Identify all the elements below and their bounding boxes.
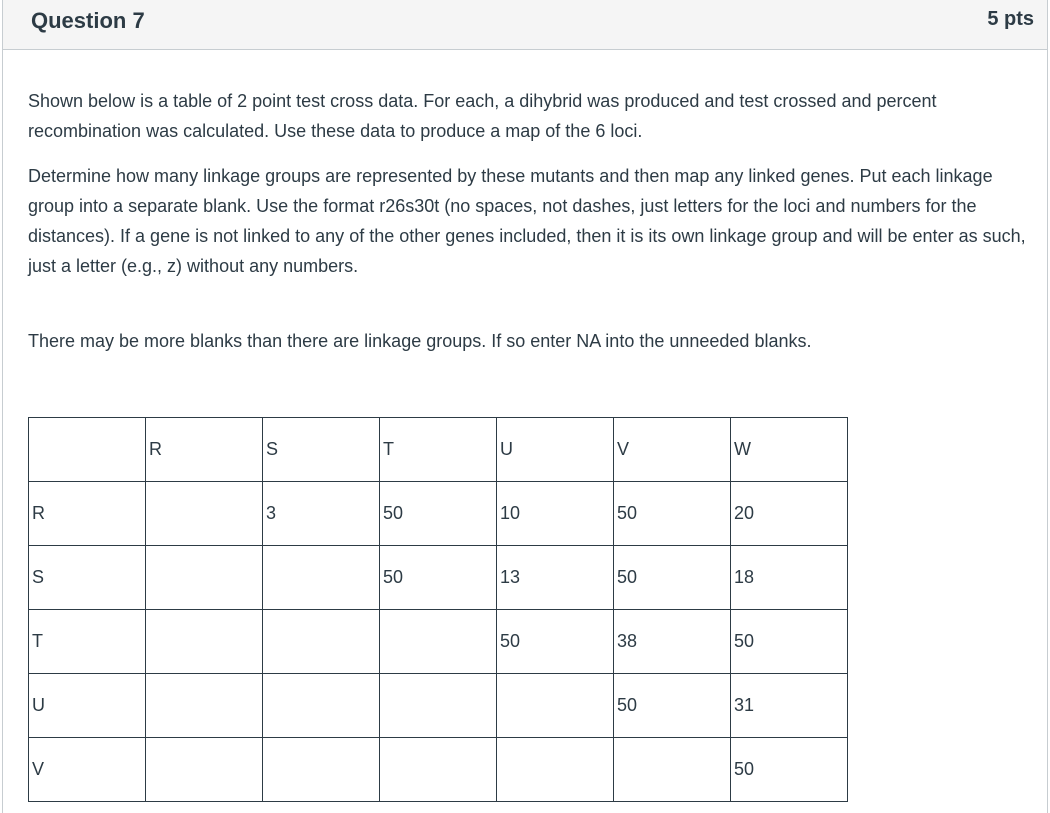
table-cell: 38 — [614, 610, 731, 674]
table-cell — [146, 738, 263, 802]
table-cell — [497, 674, 614, 738]
table-cell: 50 — [380, 546, 497, 610]
table-cell: 50 — [497, 610, 614, 674]
table-cell — [380, 738, 497, 802]
table-cell: 13 — [497, 546, 614, 610]
table-cell: 3 — [263, 482, 380, 546]
table-header-cell: U — [497, 418, 614, 482]
table-row-label: S — [29, 546, 146, 610]
recombination-table — [28, 417, 848, 802]
question-title: Question 7 — [31, 8, 145, 33]
table-row — [29, 482, 848, 546]
table-cell — [146, 674, 263, 738]
table-header-cell — [29, 418, 146, 482]
table-header-cell: W — [731, 418, 848, 482]
question-points: 5 pts — [987, 8, 1034, 30]
table-cell: 10 — [497, 482, 614, 546]
table-cell — [146, 610, 263, 674]
table-cell: 20 — [731, 482, 848, 546]
table-row-label: R — [29, 482, 146, 546]
table-cell — [614, 738, 731, 802]
table-cell: 31 — [731, 674, 848, 738]
table-row — [29, 674, 848, 738]
table-cell — [263, 610, 380, 674]
table-header-cell: S — [263, 418, 380, 482]
table-cell — [263, 674, 380, 738]
table-cell: 50 — [614, 674, 731, 738]
table-cell: 50 — [614, 546, 731, 610]
table-cell: 50 — [731, 738, 848, 802]
table-cell: 50 — [380, 482, 497, 546]
table-cell — [497, 738, 614, 802]
table-cell: 50 — [731, 610, 848, 674]
instruction-paragraph-3: There may be more blanks than there are linkage groups. If so enter NA into the unneeded blanks. — [28, 331, 812, 351]
instruction-paragraph-2: Determine how many linkage groups are represented by these mutants and then map any linked genes. Put each linkage group into a separate blank. Use the format r26s30t (no spaces, not dashes, just letters for the loci and numbers for the distances). If a gene is not linked to any of the other genes included, then it is its own linkage group and will be enter as such, just a letter (e.g., z) without any numbers. — [28, 166, 1026, 276]
table-row-label: V — [29, 738, 146, 802]
table-header-cell: V — [614, 418, 731, 482]
table-cell — [263, 546, 380, 610]
table-header-row — [29, 418, 848, 482]
table-row — [29, 610, 848, 674]
table-header-cell: T — [380, 418, 497, 482]
question-header — [3, 0, 1047, 50]
table-cell — [263, 738, 380, 802]
instruction-paragraph-1: Shown below is a table of 2 point test cross data. For each, a dihybrid was produced and test crossed and percent recombination was calculated. Use these data to produce a map of the 6 loci. — [28, 91, 937, 141]
table-cell — [146, 482, 263, 546]
table-row-label: U — [29, 674, 146, 738]
table-row-label: T — [29, 610, 146, 674]
table-cell — [380, 610, 497, 674]
table-header-cell: R — [146, 418, 263, 482]
table-row — [29, 738, 848, 802]
table-cell — [380, 674, 497, 738]
table-row — [29, 546, 848, 610]
table-cell — [146, 546, 263, 610]
table-cell: 50 — [614, 482, 731, 546]
table-cell: 18 — [731, 546, 848, 610]
